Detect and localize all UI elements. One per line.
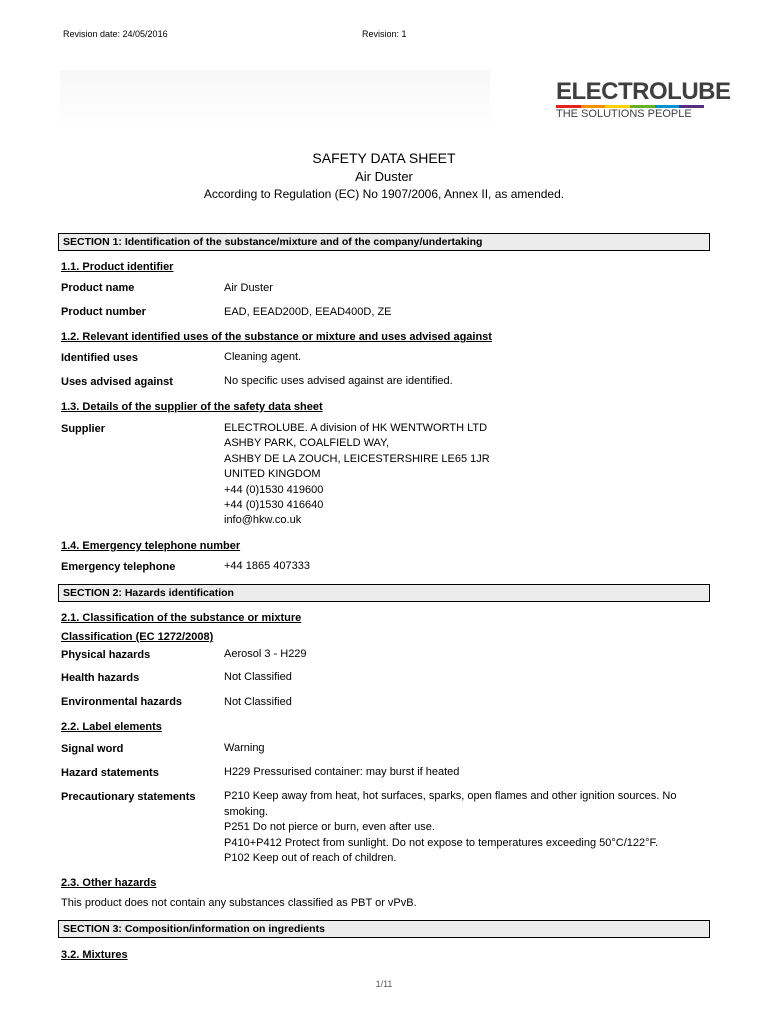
signal-word-value: Warning <box>224 742 265 754</box>
document-title: SAFETY DATA SHEET <box>312 150 456 166</box>
subsection-1-1: 1.1. Product identifier <box>61 261 174 273</box>
precautionary-statements-label: Precautionary statements <box>61 791 196 803</box>
hazard-statements-label: Hazard statements <box>61 767 159 779</box>
supplier-line: ASHBY DE LA ZOUCH, LEICESTERSHIRE LE65 1JR <box>224 452 490 465</box>
logo-tagline: THE SOLUTIONS PEOPLE <box>556 108 692 120</box>
emergency-telephone-value: +44 1865 407333 <box>224 560 310 572</box>
subsection-2-2: 2.2. Label elements <box>61 721 162 733</box>
logo-brand: ELECTROLUBE <box>556 78 731 105</box>
supplier-fax: +44 (0)1530 416640 <box>224 499 324 512</box>
environmental-hazards-label: Environmental hazards <box>61 696 183 708</box>
revision-number: Revision: 1 <box>362 29 407 39</box>
identified-uses-label: Identified uses <box>61 352 139 364</box>
other-hazards-text: This product does not contain any substances classified as PBT or vPvB. <box>61 897 417 909</box>
supplier-label: Supplier <box>61 423 106 435</box>
precautionary-statements <box>224 789 676 867</box>
section-3-heading: SECTION 3: Composition/information on ingredients <box>58 920 710 938</box>
hazard-statements-value: H229 Pressurised container: may burst if heated <box>224 766 460 778</box>
identified-uses-value: Cleaning agent. <box>224 351 302 363</box>
precautionary-line: P102 Keep out of reach of children. <box>224 852 397 864</box>
emergency-telephone-label: Emergency telephone <box>61 561 176 573</box>
physical-hazards-value: Aerosol 3 - H229 <box>224 648 307 660</box>
health-hazards-value: Not Classified <box>224 671 292 683</box>
physical-hazards-label: Physical hazards <box>61 649 151 661</box>
advised-against-value: No specific uses advised against are identified. <box>224 375 453 387</box>
precautionary-line: P210 Keep away from heat, hot surfaces, sparks, open flames and other ignition sources. No <box>224 790 677 802</box>
subsection-2-1: 2.1. Classification of the substance or mixture <box>61 612 302 624</box>
subsection-1-2: 1.2. Relevant identified uses of the substance or mixture and uses advised against <box>61 331 492 343</box>
precautionary-line: P410+P412 Protect from sunlight. Do not expose to temperatures exceeding 50°C/122°F. <box>224 836 659 849</box>
header-banner <box>60 70 490 132</box>
supplier-address <box>224 421 490 529</box>
product-name-label: Product name <box>61 282 135 294</box>
page-number: 1/11 <box>375 979 393 989</box>
regulation-line: According to Regulation (EC) No 1907/2006, Annex II, as amended. <box>203 187 565 201</box>
supplier-line: ASHBY PARK, COALFIELD WAY, <box>224 437 390 450</box>
environmental-hazards-value: Not Classified <box>224 696 292 708</box>
signal-word-label: Signal word <box>61 743 124 755</box>
product-number-label: Product number <box>61 306 146 318</box>
precautionary-line: smoking. <box>224 805 269 818</box>
product-number-value: EAD, EEAD200D, EEAD400D, ZE <box>224 306 392 318</box>
supplier-line: UNITED KINGDOM <box>224 468 321 481</box>
supplier-line: ELECTROLUBE. A division of HK WENTWORTH LTD <box>224 422 488 434</box>
supplier-email[interactable]: info@hkw.co.uk <box>224 514 302 527</box>
advised-against-label: Uses advised against <box>61 376 173 388</box>
subsection-1-4: 1.4. Emergency telephone number <box>61 540 241 552</box>
health-hazards-label: Health hazards <box>61 672 140 684</box>
product-name-value: Air Duster <box>224 282 273 294</box>
subsection-2-3: 2.3. Other hazards <box>61 877 157 889</box>
revision-date: Revision date: 24/05/2016 <box>63 29 168 39</box>
product-title: Air Duster <box>355 169 413 184</box>
supplier-phone: +44 (0)1530 419600 <box>224 483 324 496</box>
classification-heading: Classification (EC 1272/2008) <box>61 631 214 643</box>
section-1-heading: SECTION 1: Identification of the substance/mixture and of the company/undertaking <box>58 233 710 251</box>
electrolube-logo <box>556 78 731 120</box>
subsection-3-2: 3.2. Mixtures <box>61 949 128 961</box>
subsection-1-3: 1.3. Details of the supplier of the safety data sheet <box>61 401 323 413</box>
section-2-heading: SECTION 2: Hazards identification <box>58 584 710 602</box>
precautionary-line: P251 Do not pierce or burn, even after use. <box>224 821 435 833</box>
